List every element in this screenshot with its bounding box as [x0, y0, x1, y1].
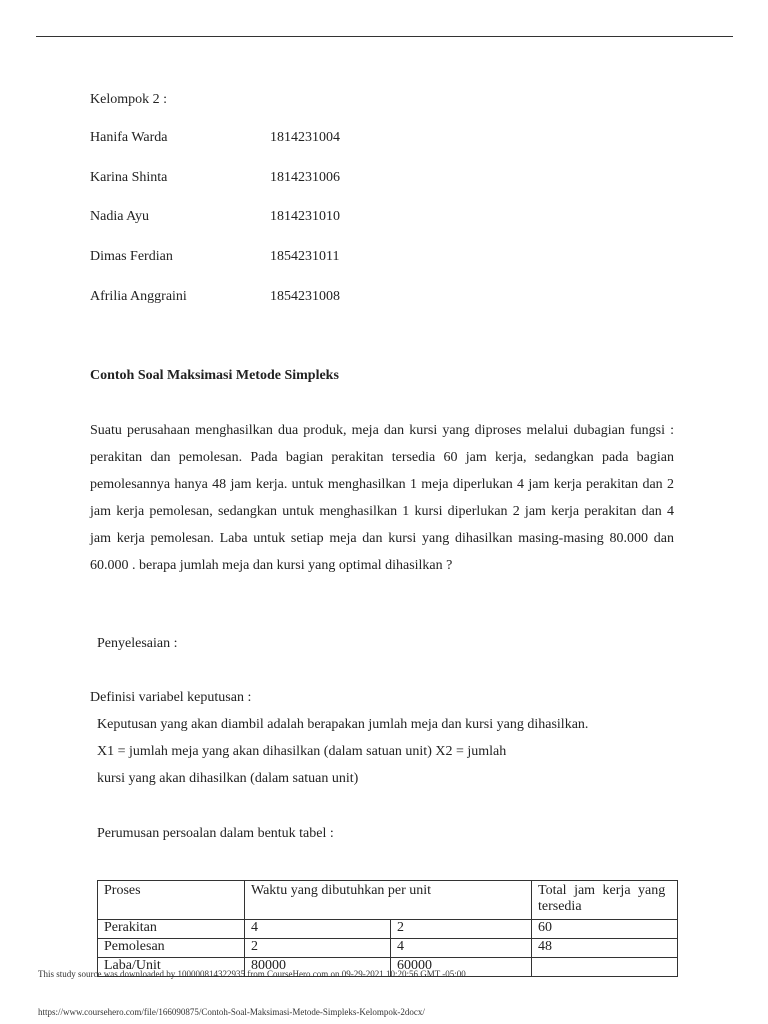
table-header-cell	[532, 881, 678, 920]
table-cell: Perakitan	[98, 920, 245, 939]
definition-label: Definisi variabel keputusan :	[90, 690, 252, 705]
member-id: 1814231006	[270, 170, 340, 185]
problem-paragraph: Suatu perusahaan menghasilkan dua produk, meja dan kursi yang diproses melalui dubagian fungsi : perakitan dan pemolesan. Pada bagian perakitan tersedia 60 jam kerja, sedangkan pada bagian pemolesannya hanya 48 jam kerja. untuk menghasilkan 1 meja diperlukan 4 jam kerja perakitan dan 2 jam kerja pemolesan, sedangkan untuk menghasilkan 1 kursi diperlukan 2 jam kerja perakitan dan 4 jam kerja pemolesan. Laba untuk setiap meja dan kursi yang dihasilkan masing-masing 80.000 dan 60.000 . berapa jumlah meja dan kursi yang optimal dihasilkan ?	[90, 423, 674, 573]
table-cell: 48	[532, 939, 678, 958]
group-label: Kelompok 2 :	[90, 92, 167, 107]
definition-line: X1 = jumlah meja yang akan dihasilkan (dalam satuan unit) X2 = jumlah	[97, 744, 507, 759]
member-name: Karina Shinta	[90, 170, 168, 185]
table-row	[98, 920, 678, 939]
table-cell	[532, 958, 678, 977]
table-cell: Laba/Unit	[98, 958, 245, 977]
download-notice: This study source was downloaded by 100000814322935 from CourseHero.com on 09-29-2021 10:20:56 GMT -05:00	[38, 969, 466, 979]
table-header-cell: Proses	[98, 881, 245, 920]
table-cell: 2	[245, 939, 391, 958]
member-id: 1814231004	[270, 130, 340, 145]
member-name: Afrilia Anggraini	[90, 289, 187, 304]
table-cell: 4	[391, 939, 532, 958]
process-table	[97, 880, 678, 977]
member-name: Hanifa Warda	[90, 130, 168, 145]
table-cell: 2	[391, 920, 532, 939]
table-header-row	[98, 881, 678, 920]
member-id: 1814231010	[270, 209, 340, 224]
source-url[interactable]: https://www.coursehero.com/file/166090875/Contoh-Soal-Maksimasi-Metode-Simpleks-Kelompok-2docx/	[38, 1007, 425, 1017]
table-header-text: Total jam kerja yang tersedia	[538, 883, 666, 914]
table-cell: 80000	[245, 958, 391, 977]
definition-line: Keputusan yang akan diambil adalah berapakan jumlah meja dan kursi yang dihasilkan.	[97, 717, 589, 732]
table-cell: Pemolesan	[98, 939, 245, 958]
member-id: 1854231008	[270, 289, 340, 304]
table-cell: 4	[245, 920, 391, 939]
table-row	[98, 939, 678, 958]
definition-line: kursi yang akan dihasilkan (dalam satuan unit)	[97, 771, 359, 786]
top-rule	[36, 36, 733, 37]
member-name: Dimas Ferdian	[90, 249, 173, 264]
section-title: Contoh Soal Maksimasi Metode Simpleks	[90, 368, 339, 383]
formulation-label: Perumusan persoalan dalam bentuk tabel :	[97, 826, 334, 841]
solution-label: Penyelesaian :	[97, 636, 178, 651]
table-cell: 60000	[391, 958, 532, 977]
table-header-cell: Waktu yang dibutuhkan per unit	[245, 881, 532, 920]
member-name: Nadia Ayu	[90, 209, 149, 224]
table-cell: 60	[532, 920, 678, 939]
member-id: 1854231011	[270, 249, 340, 264]
